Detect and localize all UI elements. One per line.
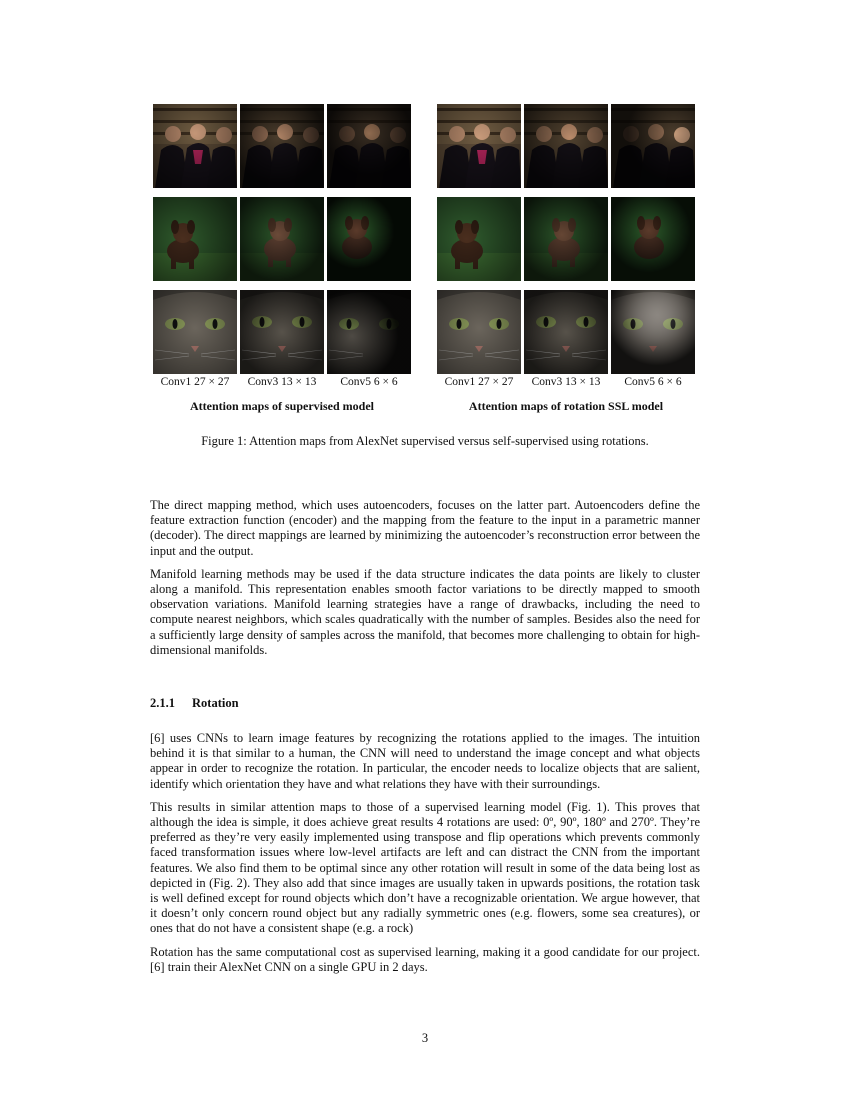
column-label: Conv3 13 × 13: [247, 376, 317, 388]
cat-conv5-image: [327, 290, 411, 374]
cat-conv5-image: [611, 290, 695, 374]
paragraph: Manifold learning methods may be used if the data structure indicates the data points are likely to cluster along a manifold. This representation enables smooth factor variations to be directly mapped to smooth observation variations. Manifold learning strategies have a range of drawbacks, including the need to compute nearest neighbors, which scales quadratically with the number of samples. Besides also the need for a sufficiently large density of samples across the manifold, that becomes more challenging to obtain for high-dimensional manifolds.: [150, 566, 700, 657]
graduates-conv1-image: [153, 104, 237, 188]
cat-conv3-image: [524, 290, 608, 374]
puppy-conv3-image: [240, 197, 324, 281]
puppy-conv5-image: [327, 197, 411, 281]
paragraph: The direct mapping method, which uses autoencoders, focuses on the latter part. Autoencoders define the feature extraction function (encoder) and the mapping from the feature to the input in a parametric manner (decoder). The direct mappings are learned by minimizing the autoencoder’s reconstruction error between the input and the output.: [150, 498, 700, 558]
graduates-conv5-image: [327, 104, 411, 188]
puppy-conv3-image: [524, 197, 608, 281]
paragraph: Rotation has the same computational cost as supervised learning, making it a good candidate for our project. [6] train their AlexNet CNN on a single GPU in 2 days.: [150, 944, 700, 974]
page-number: 3: [421, 1031, 429, 1045]
paragraph: This results in similar attention maps to those of a supervised learning model (Fig. 1). This proves that although the idea is simple, it does achieve great results 4 rotations are used: 0º, 90º, 180º and 270º. They’re preferred as they’re very easily implemented using transpose and flip operations which prevents commonly faced transformation issues where low-level artifacts are left and can distract the CNN from the important features. We also find them to be optimal since any other rotation will result in some of the data being lost as depicted in (Fig. 2). They also add that since images are usually taken in upwards positions, the rotation task is well defined except for round objects which don’t have a recognizable orientation. We argue however, that it doesn’t only concern round object but any radially symmetric ones (e.g. flowers, some sea creatures), or ones that do not have a consistent shape (e.g. a rock): [150, 799, 700, 936]
column-label: Conv5 6 × 6: [624, 376, 682, 388]
cat-conv1-image: [437, 290, 521, 374]
supervised-panel-caption: Attention maps of supervised model: [189, 399, 374, 413]
graduates-conv1-image: [437, 104, 521, 188]
column-label: Conv3 13 × 13: [531, 376, 601, 388]
figure-1: [153, 104, 695, 424]
paragraph-block-intro: [150, 498, 700, 658]
figure-caption: Figure 1: Attention maps from AlexNet supervised versus self-supervised using rotations.: [201, 434, 649, 448]
puppy-conv1-image: [437, 197, 521, 281]
graduates-conv3-image: [240, 104, 324, 188]
puppy-conv5-image: [611, 197, 695, 281]
section-heading: [150, 696, 239, 711]
paragraph-block-rotation: [150, 731, 700, 975]
cat-conv3-image: [240, 290, 324, 374]
section-title: Rotation: [192, 696, 239, 710]
graduates-conv3-image: [524, 104, 608, 188]
column-label: Conv1 27 × 27: [160, 376, 230, 388]
column-label: Conv1 27 × 27: [444, 376, 514, 388]
column-label: Conv5 6 × 6: [340, 376, 398, 388]
puppy-conv1-image: [153, 197, 237, 281]
paragraph: [6] uses CNNs to learn image features by recognizing the rotations applied to the images. The intuition behind it is that similar to a human, the CNN will need to understand the image concept and what objects appear in order to recognize the rotation. In particular, the encoder needs to localize objects that are salient, identify which orientation they have and what relations they have with their surroundings.: [150, 731, 700, 791]
graduates-conv5-image: [611, 104, 695, 188]
cat-conv1-image: [153, 290, 237, 374]
rotation-panel-caption: Attention maps of rotation SSL model: [468, 399, 664, 413]
section-number: 2.1.1: [150, 696, 175, 710]
